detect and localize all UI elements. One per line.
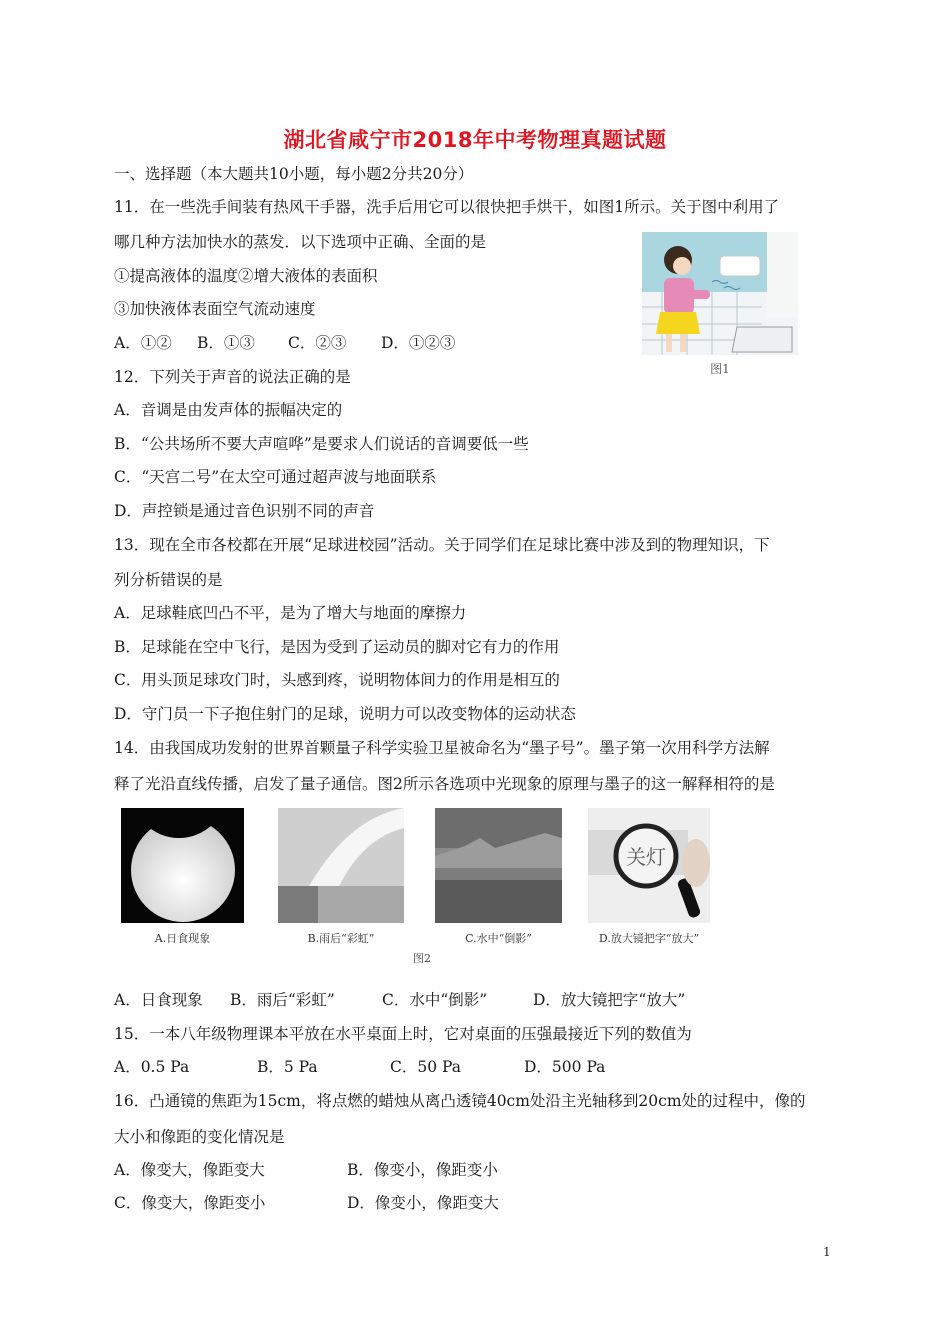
question-12-option-b: B．“公共场所不要大声喧哗”是要求人们说话的音调要低一些 (114, 435, 529, 453)
page-number: 1 (823, 1245, 831, 1259)
svg-text:关灯: 关灯 (626, 845, 666, 869)
question-12-option-d: D．声控锁是通过音色识别不同的声音 (114, 502, 375, 520)
question-16-option-a: A．像变大，像距变大 (114, 1161, 265, 1179)
question-13-option-b: B．足球能在空中飞行，是因为受到了运动员的脚对它有力的作用 (114, 638, 560, 656)
question-16-option-b: B．像变小，像距变小 (347, 1161, 498, 1179)
figure-2-caption-a: A.日食现象 (154, 932, 211, 945)
question-14-option-b: B．雨后“彩虹” (230, 991, 335, 1009)
question-11-option-a: A．①② (114, 334, 172, 352)
figure-2-panel-c (435, 808, 562, 923)
question-15-stem: 15．一本八年级物理课本平放在水平桌面上时，它对桌面的压强最接近下列的数值为 (114, 1025, 692, 1043)
figure-1 (640, 230, 800, 380)
question-13-option-a: A．足球鞋底凹凸不平，是为了增大与地面的摩擦力 (114, 604, 467, 622)
question-14-line-2: 释了光沿直线传播，启发了量子通信。图2所示各选项中光现象的原理与墨子的这一解释相符的是 (114, 775, 775, 793)
question-13-line-1: 13．现在全市各校都在开展“足球进校园”活动。关于同学们在足球比赛中涉及到的物理知识，下 (114, 536, 770, 554)
question-13-line-2: 列分析错误的是 (114, 571, 223, 589)
question-11-line-4: ③加快液体表面空气流动速度 (114, 300, 316, 318)
question-12-option-c: C．“天宫二号”在太空可通过超声波与地面联系 (114, 468, 437, 486)
figure-2-panel-b (278, 808, 404, 923)
figure-2-caption-c: C.水中“倒影” (465, 932, 532, 945)
question-12-option-a: A．音调是由发声体的振幅决定的 (114, 401, 343, 419)
section-heading: 一、选择题（本大题共10小题，每小题2分共20分） (114, 165, 474, 183)
question-15-option-b: B．5 Pa (257, 1058, 318, 1076)
reflection-icon (435, 808, 562, 923)
question-12-stem: 12．下列关于声音的说法正确的是 (114, 368, 351, 386)
magnifying-glass-icon (588, 808, 710, 923)
question-14-line-1: 14．由我国成功发射的世界首颗量子科学实验卫星被命名为“墨子号”。墨子第一次用科学方法解 (114, 739, 770, 757)
question-16-line-2: 大小和像距的变化情况是 (114, 1128, 285, 1146)
question-14-option-c: C．水中“倒影” (382, 991, 488, 1009)
question-14-option-a: A．日食现象 (114, 991, 203, 1009)
question-11-option-d: D．①②③ (381, 334, 456, 352)
hand-dryer-illustration (642, 232, 798, 355)
question-11-line-2: 哪几种方法加快水的蒸发．以下选项中正确、全面的是 (114, 233, 487, 251)
solar-eclipse-icon (121, 808, 244, 923)
question-11-option-b: B．①③ (197, 334, 255, 352)
question-11-line-1: 11．在一些洗手间装有热风干手器，洗手后用它可以很快把手烘干，如图1所示。关于图中利用了 (114, 198, 780, 216)
question-13-option-d: D．守门员一下子抱住射门的足球，说明力可以改变物体的运动状态 (114, 705, 576, 723)
question-15-option-d: D．500 Pa (524, 1058, 606, 1076)
figure-2-caption-b: B.雨后“彩虹” (307, 932, 375, 945)
figure-2-panel-a (121, 808, 244, 923)
question-16-line-1: 16．凸通镜的焦距为15cm，将点燃的蜡烛从离凸透镜40cm处沿主光轴移到20cm处的过程中，像的 (114, 1092, 806, 1110)
page-title: 湖北省咸宁市2018年中考物理真题试题 (283, 128, 667, 152)
figure-2-label: 图2 (413, 952, 431, 965)
question-16-option-c: C．像变大，像距变小 (114, 1194, 266, 1212)
question-15-option-a: A．0.5 Pa (114, 1058, 190, 1076)
figure-1-caption: 图1 (710, 362, 730, 376)
rainbow-icon (278, 808, 404, 923)
question-16-option-d: D．像变小，像距变大 (347, 1194, 499, 1212)
question-13-option-c: C．用头顶足球攻门时，头感到疼，说明物体间力的作用是相互的 (114, 671, 560, 689)
question-14-option-d: D．放大镜把字“放大” (533, 991, 686, 1009)
question-11-option-c: C．②③ (288, 334, 347, 352)
question-11-line-3: ①提高液体的温度②增大液体的表面积 (114, 267, 378, 285)
figure-2-caption-d: D.放大镜把字“放大” (598, 932, 700, 945)
question-15-option-c: C．50 Pa (390, 1058, 461, 1076)
figure-2-panel-d (588, 808, 710, 923)
